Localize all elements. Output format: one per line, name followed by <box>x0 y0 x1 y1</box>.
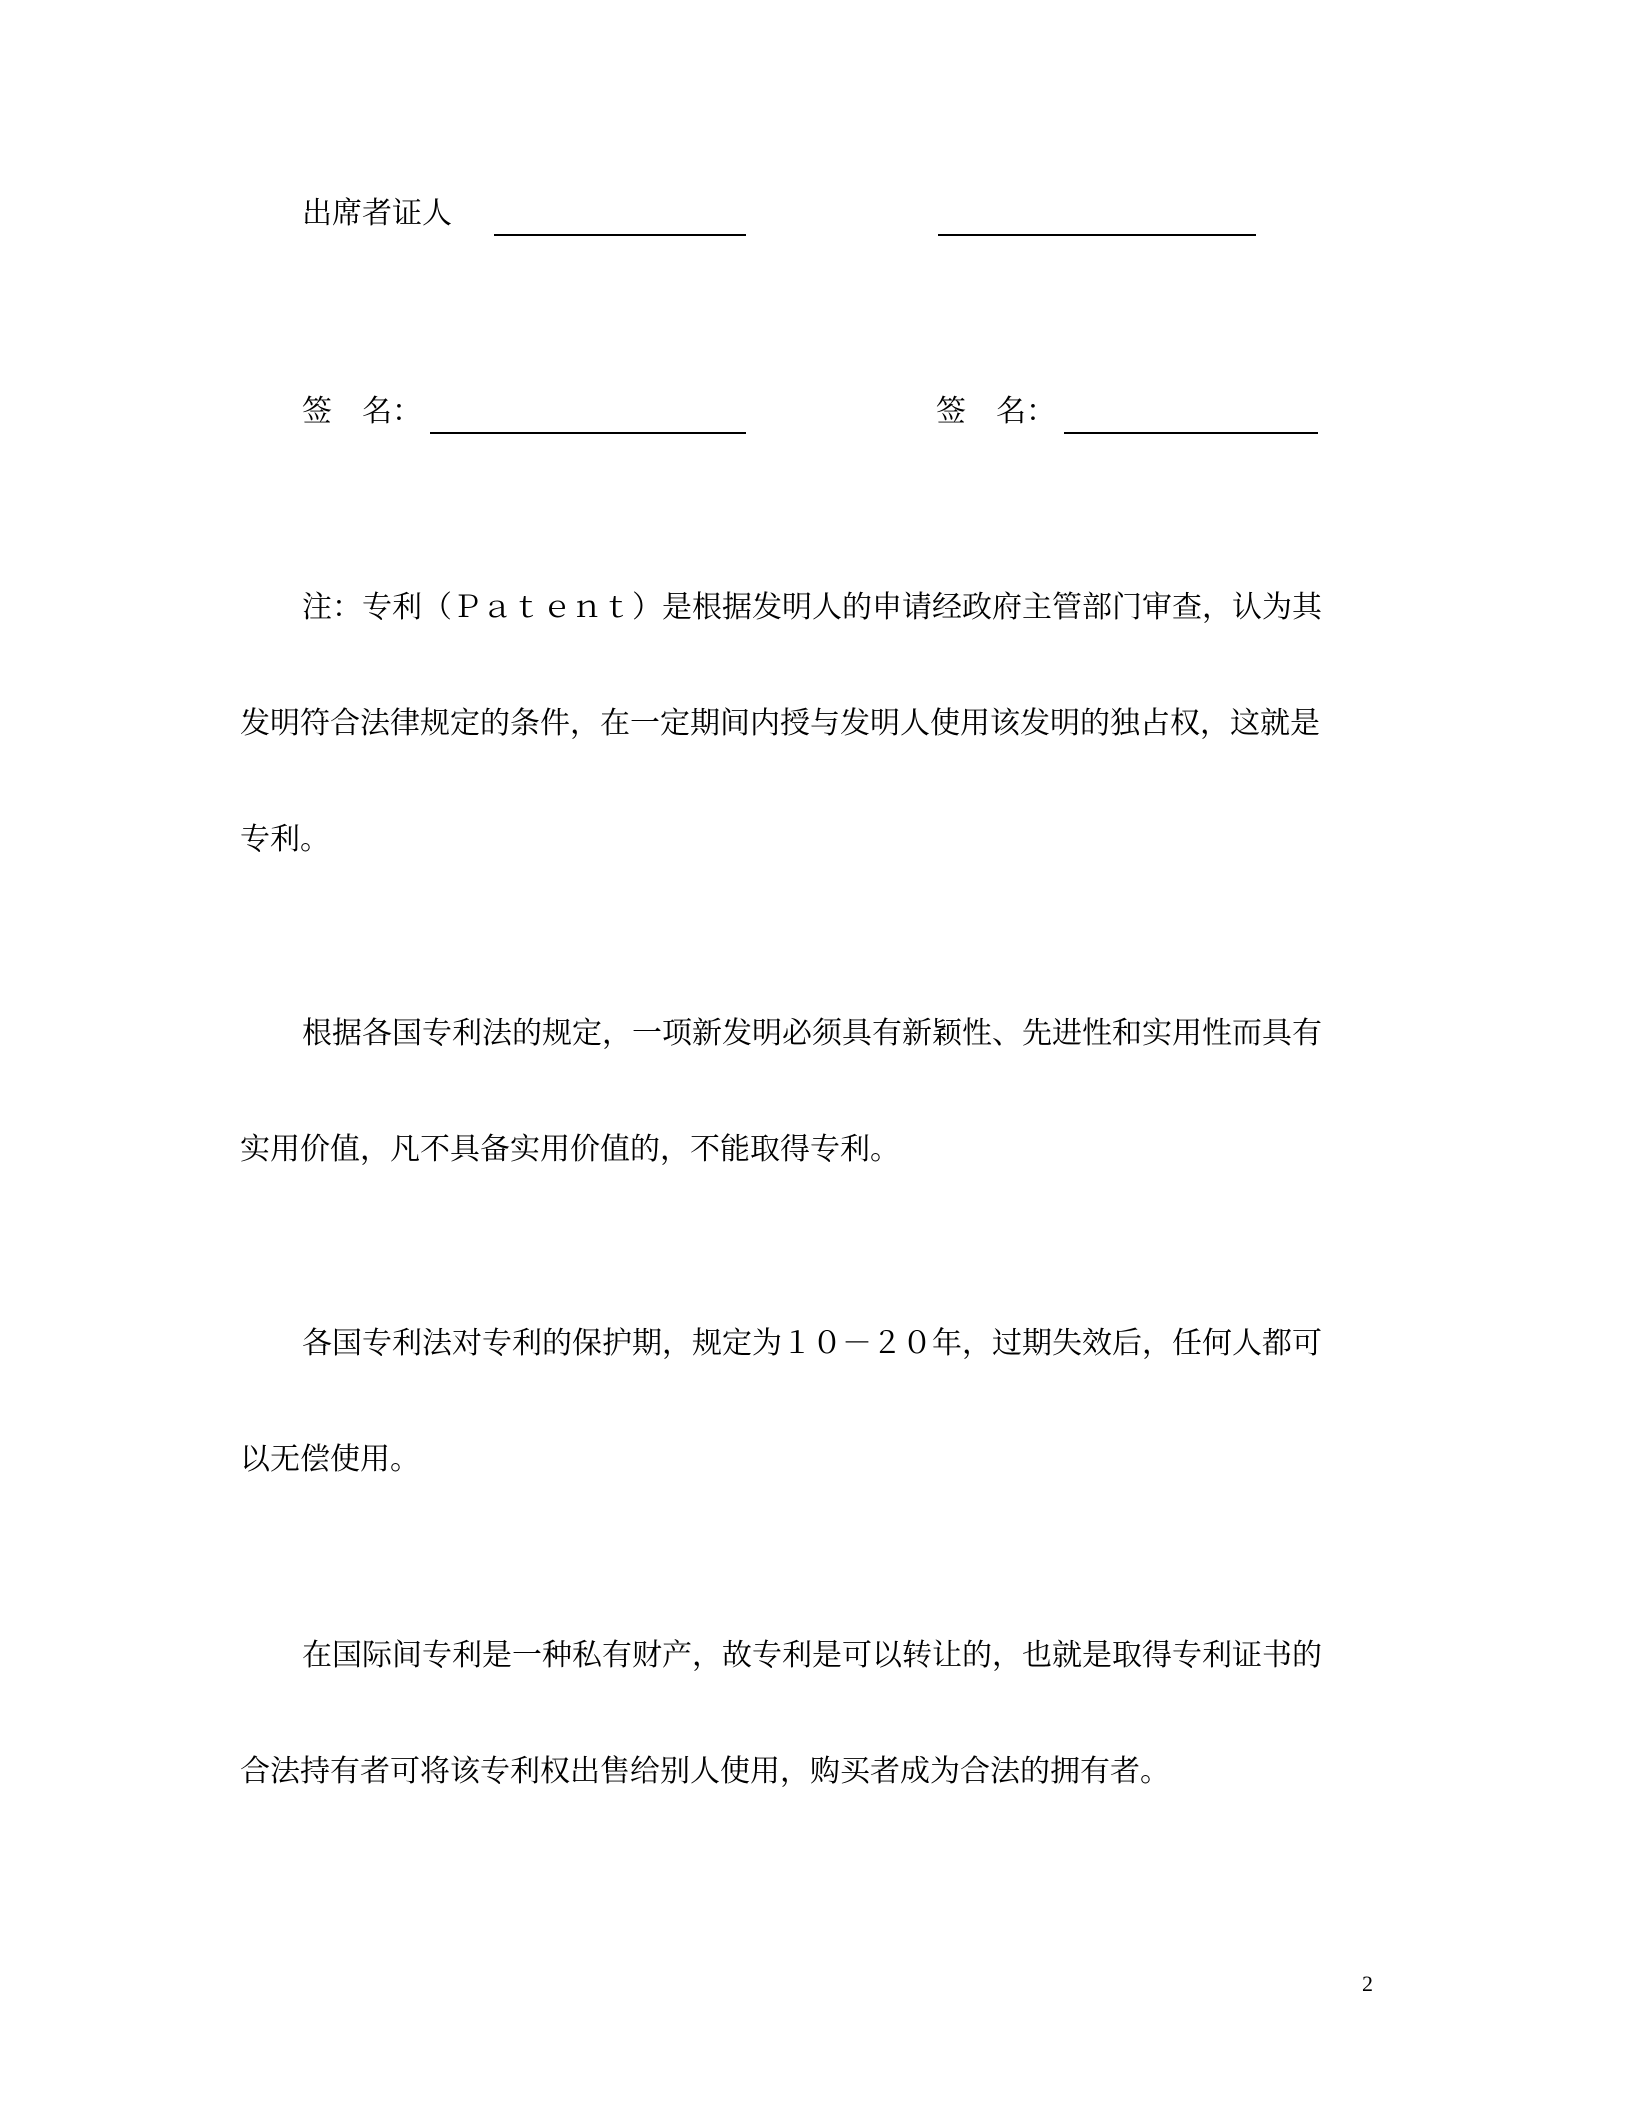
paragraph-line: 注：专利（Ｐａｔｅｎｔ）是根据发明人的申请经政府主管部门审查，认为其 <box>302 590 1322 625</box>
paragraph-line: 以无偿使用。 <box>240 1442 420 1477</box>
paragraph-line: 实用价值，凡不具备实用价值的，不能取得专利。 <box>240 1132 900 1167</box>
paragraph-line: 各国专利法对专利的保护期，规定为１０－２０年，过期失效后，任何人都可 <box>302 1326 1322 1361</box>
witness-signature-line-left <box>494 234 746 236</box>
signature-line-right <box>1064 432 1318 434</box>
witness-signature-line-right <box>938 234 1256 236</box>
page-number: 2 <box>1362 1971 1373 1996</box>
paragraph-line: 在国际间专利是一种私有财产，故专利是可以转让的，也就是取得专利证书的 <box>302 1638 1322 1673</box>
signature-line-left <box>430 432 746 434</box>
paragraph-line: 发明符合法律规定的条件，在一定期间内授与发明人使用该发明的独占权，这就是 <box>240 706 1320 741</box>
paragraph-line: 专利。 <box>240 822 330 857</box>
witness-label: 出席者证人 <box>302 196 452 231</box>
paragraph-line: 合法持有者可将该专利权出售给别人使用，购买者成为合法的拥有者。 <box>240 1754 1170 1789</box>
signature-label-left: 签 名： <box>302 394 422 429</box>
paragraph-line: 根据各国专利法的规定，一项新发明必须具有新颖性、先进性和实用性而具有 <box>302 1016 1322 1051</box>
signature-label-right: 签 名： <box>936 394 1056 429</box>
